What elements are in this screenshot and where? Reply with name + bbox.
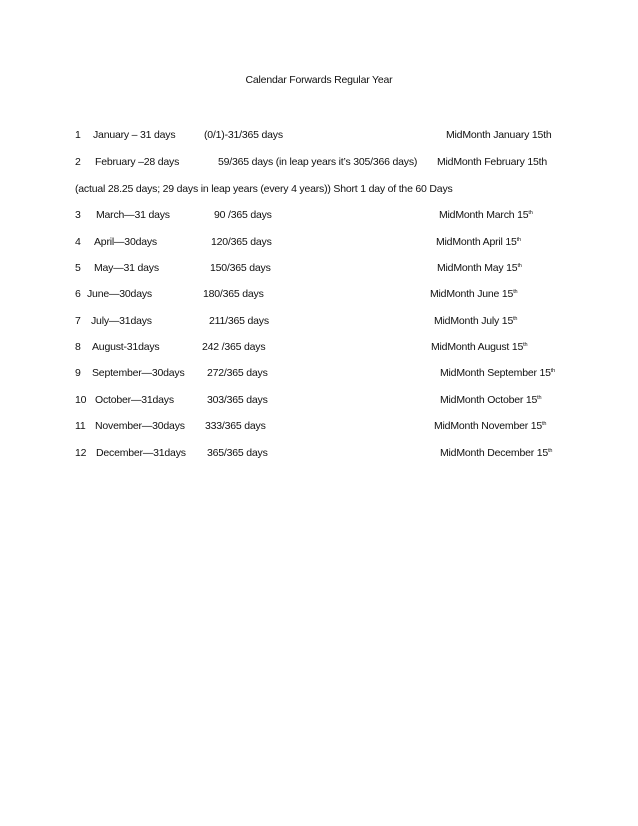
row-number: 11 xyxy=(75,420,86,432)
row-number: 7 xyxy=(75,315,81,327)
month-duration: January – 31 days xyxy=(93,129,176,141)
mid-month: MidMonth January 15th xyxy=(446,129,552,141)
cumulative-days: (0/1)-31/365 days xyxy=(204,129,283,141)
mid-month: MidMonth August 15th xyxy=(431,341,528,353)
mid-month: MidMonth September 15th xyxy=(440,367,555,379)
cumulative-days: 180/365 days xyxy=(203,288,264,300)
cumulative-days: 211/365 days xyxy=(209,315,269,327)
cumulative-days: 303/365 days xyxy=(207,394,268,406)
cumulative-days: 333/365 days xyxy=(205,420,266,432)
mid-month: MidMonth May 15th xyxy=(437,262,522,274)
row-number: 4 xyxy=(75,236,81,248)
month-duration: September—30days xyxy=(92,367,185,379)
mid-month: MidMonth April 15th xyxy=(436,236,521,248)
month-duration: June—30days xyxy=(87,288,152,300)
mid-month: MidMonth October 15th xyxy=(440,394,542,406)
cumulative-days: 59/365 days (in leap years it’s 305/366 days) xyxy=(218,156,418,168)
cumulative-days: 272/365 days xyxy=(207,367,268,379)
month-row-may xyxy=(0,262,638,278)
month-duration: May—31 days xyxy=(94,262,159,274)
month-row-march xyxy=(0,209,638,225)
row-number: 1 xyxy=(75,129,81,141)
row-number: 2 xyxy=(75,156,81,168)
document-title: Calendar Forwards Regular Year xyxy=(245,74,393,86)
month-row-june xyxy=(0,288,638,304)
mid-month: MidMonth March 15th xyxy=(439,209,533,221)
mid-month: MidMonth November 15th xyxy=(434,420,547,432)
month-row-july xyxy=(0,315,638,331)
month-row-october xyxy=(0,394,638,410)
month-duration: October—31days xyxy=(95,394,174,406)
cumulative-days: 90 /365 days xyxy=(214,209,272,221)
row-number: 3 xyxy=(75,209,81,221)
month-duration: March—31 days xyxy=(96,209,170,221)
mid-month: MidMonth June 15th xyxy=(430,288,518,300)
mid-month: MidMonth December 15th xyxy=(440,447,553,459)
row-number: 10 xyxy=(75,394,87,406)
mid-month: MidMonth July 15th xyxy=(434,315,518,327)
month-row-december xyxy=(0,447,638,463)
month-duration: August-31days xyxy=(92,341,160,353)
month-duration: February –28 days xyxy=(95,156,180,168)
row-number: 12 xyxy=(75,447,87,459)
month-row-january xyxy=(0,129,638,145)
month-row-april xyxy=(0,236,638,252)
month-row-november xyxy=(0,420,638,436)
month-duration: December—31days xyxy=(96,447,186,459)
cumulative-days: 365/365 days xyxy=(207,447,268,459)
month-duration: July—31days xyxy=(91,315,152,327)
cumulative-days: 120/365 days xyxy=(211,236,272,248)
row-number: 8 xyxy=(75,341,81,353)
month-duration: April—30days xyxy=(94,236,157,248)
month-duration: November—30days xyxy=(95,420,185,432)
cumulative-days: 242 /365 days xyxy=(202,341,266,353)
row-number: 5 xyxy=(75,262,81,274)
row-number: 9 xyxy=(75,367,81,379)
month-row-february xyxy=(0,156,638,172)
february-note: (actual 28.25 days; 29 days in leap years (every 4 years)) Short 1 day of the 60 Days xyxy=(75,183,453,195)
month-row-august xyxy=(0,341,638,357)
cumulative-days: 150/365 days xyxy=(210,262,271,274)
month-row-september xyxy=(0,367,638,383)
mid-month: MidMonth February 15th xyxy=(437,156,547,168)
row-number: 6 xyxy=(75,288,81,300)
